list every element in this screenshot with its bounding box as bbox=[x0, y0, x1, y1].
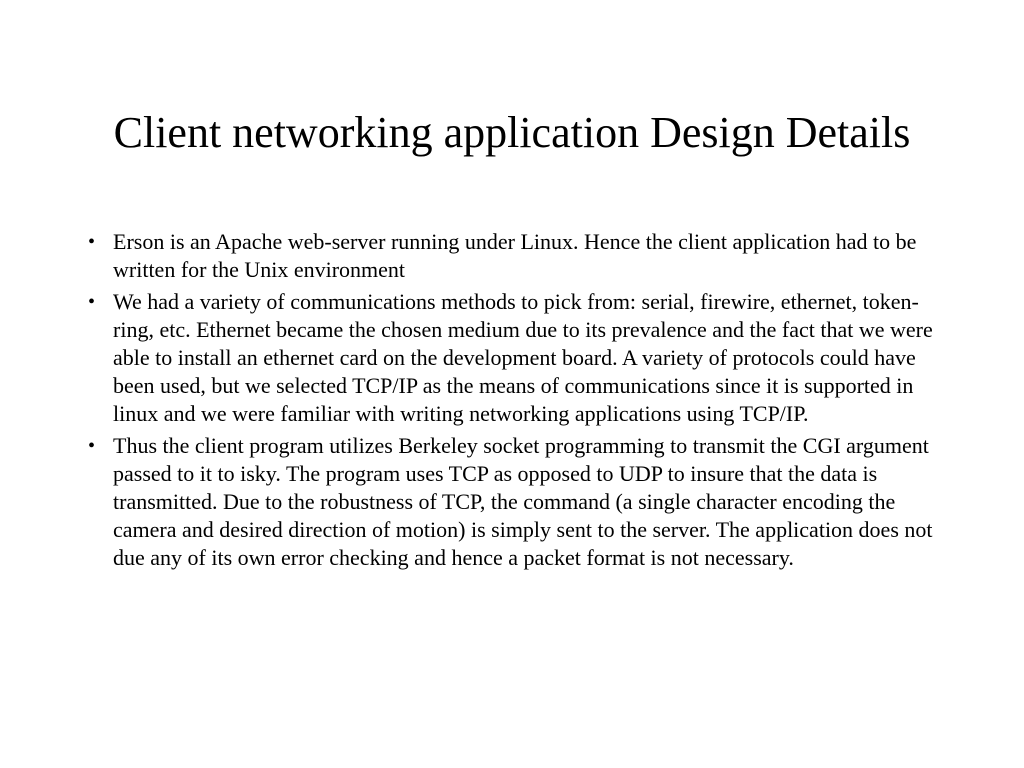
bullet-text-1: Erson is an Apache web-server running under Linux. Hence the client application had to be written for the Unix environment bbox=[113, 229, 917, 282]
bullet-item-2 bbox=[88, 288, 933, 428]
slide-title: Client networking application Design Details bbox=[113, 108, 911, 157]
bullet-list bbox=[88, 228, 933, 576]
bullet-icon: • bbox=[88, 231, 96, 253]
bullet-text-3: Thus the client program utilizes Berkeley socket programming to transmit the CGI argument passed to it to isky. The program uses TCP as opposed to UDP to insure that the data is transmitted. Due to the robustness of TCP, the command (a single character encoding the camera and desired direction of motion) is simply sent to the server. The application does not due any of its own error checking and hence a packet format is not necessary. bbox=[113, 433, 933, 570]
bullet-icon: • bbox=[88, 291, 96, 313]
bullet-item-3 bbox=[88, 432, 933, 572]
bullet-text-2: We had a variety of communications methods to pick from: serial, firewire, ethernet, token-ring, etc. Ethernet became the chosen medium due to its prevalence and the fact that we were able to install an ethernet card on the development board. A variety of protocols could have been used, but we selected TCP/IP as the means of communications since it is supported in linux and we were familiar with writing networking applications using TCP/IP. bbox=[113, 289, 933, 426]
bullet-item-1 bbox=[88, 228, 933, 284]
bullet-icon: • bbox=[88, 435, 96, 457]
